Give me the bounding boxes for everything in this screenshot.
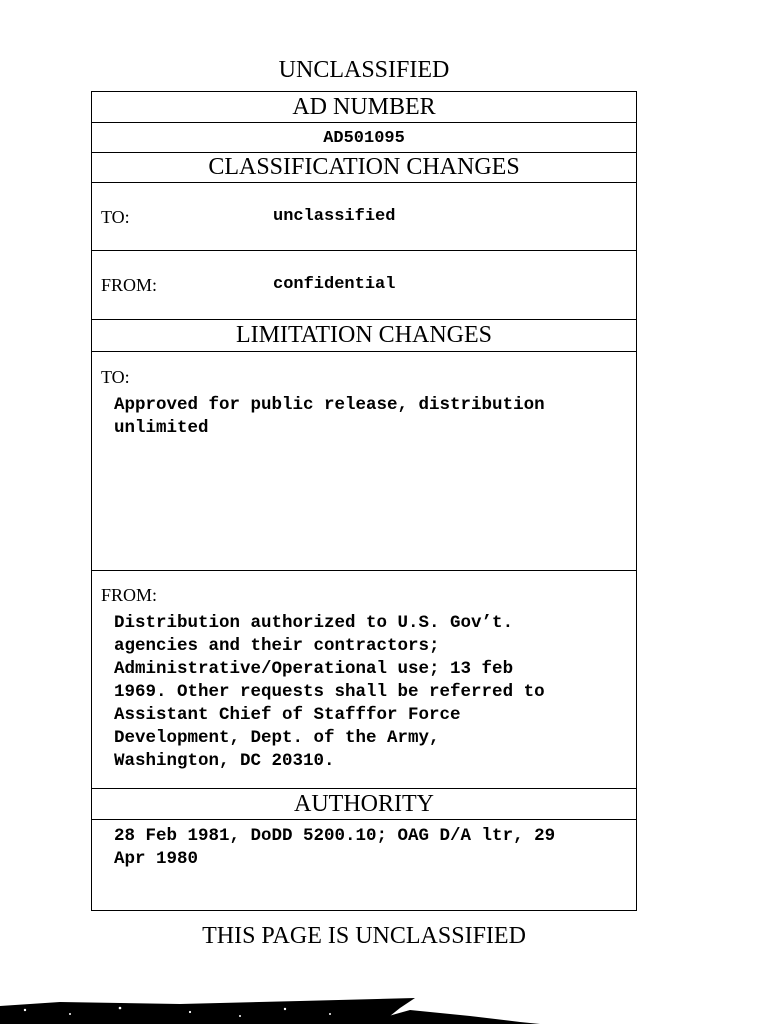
classification-from-value: confidential (273, 275, 396, 294)
ad-number-value-row (92, 123, 636, 153)
classification-to-label: TO: (101, 207, 130, 227)
limitation-changes-heading-row (92, 320, 636, 352)
authority-text: 28 Feb 1981, DoDD 5200.10; OAG D/A ltr, 29 Apr 1980 (114, 826, 556, 869)
classification-from-row (92, 251, 636, 320)
classification-changes-heading: CLASSIFICATION CHANGES (208, 154, 520, 180)
scan-artifact (0, 996, 768, 1024)
classification-from-label: FROM: (101, 275, 158, 295)
limitation-from-text: Distribution authorized to U.S. Gov’t. agencies and their contractors; Administrative/Operational use; 13 feb 1969. Other requests shall be referred to Assistant Chief of Stafffor Force Development, Dept. of the Army, Washington, DC 20310. (114, 613, 545, 771)
page-classification-footer: THIS PAGE IS UNCLASSIFIED (202, 923, 526, 949)
limitation-changes-heading: LIMITATION CHANGES (235, 322, 493, 348)
document-form (91, 91, 637, 911)
ad-number-heading-row (92, 92, 636, 123)
ad-number-value: AD501095 (323, 129, 405, 148)
limitation-to-row (92, 352, 636, 571)
limitation-to-label: TO: (101, 367, 130, 387)
page-classification-header: UNCLASSIFIED (278, 57, 450, 83)
ad-number-heading: AD NUMBER (292, 94, 436, 120)
limitation-from-row (92, 571, 636, 789)
limitation-from-label: FROM: (101, 585, 158, 605)
classification-to-value: unclassified (273, 207, 396, 226)
authority-text-row (92, 820, 636, 910)
authority-heading: AUTHORITY (294, 791, 434, 817)
classification-changes-heading-row (92, 153, 636, 183)
classification-to-row (92, 183, 636, 251)
authority-heading-row (92, 789, 636, 820)
limitation-to-text: Approved for public release, distribution unlimited (114, 395, 545, 438)
